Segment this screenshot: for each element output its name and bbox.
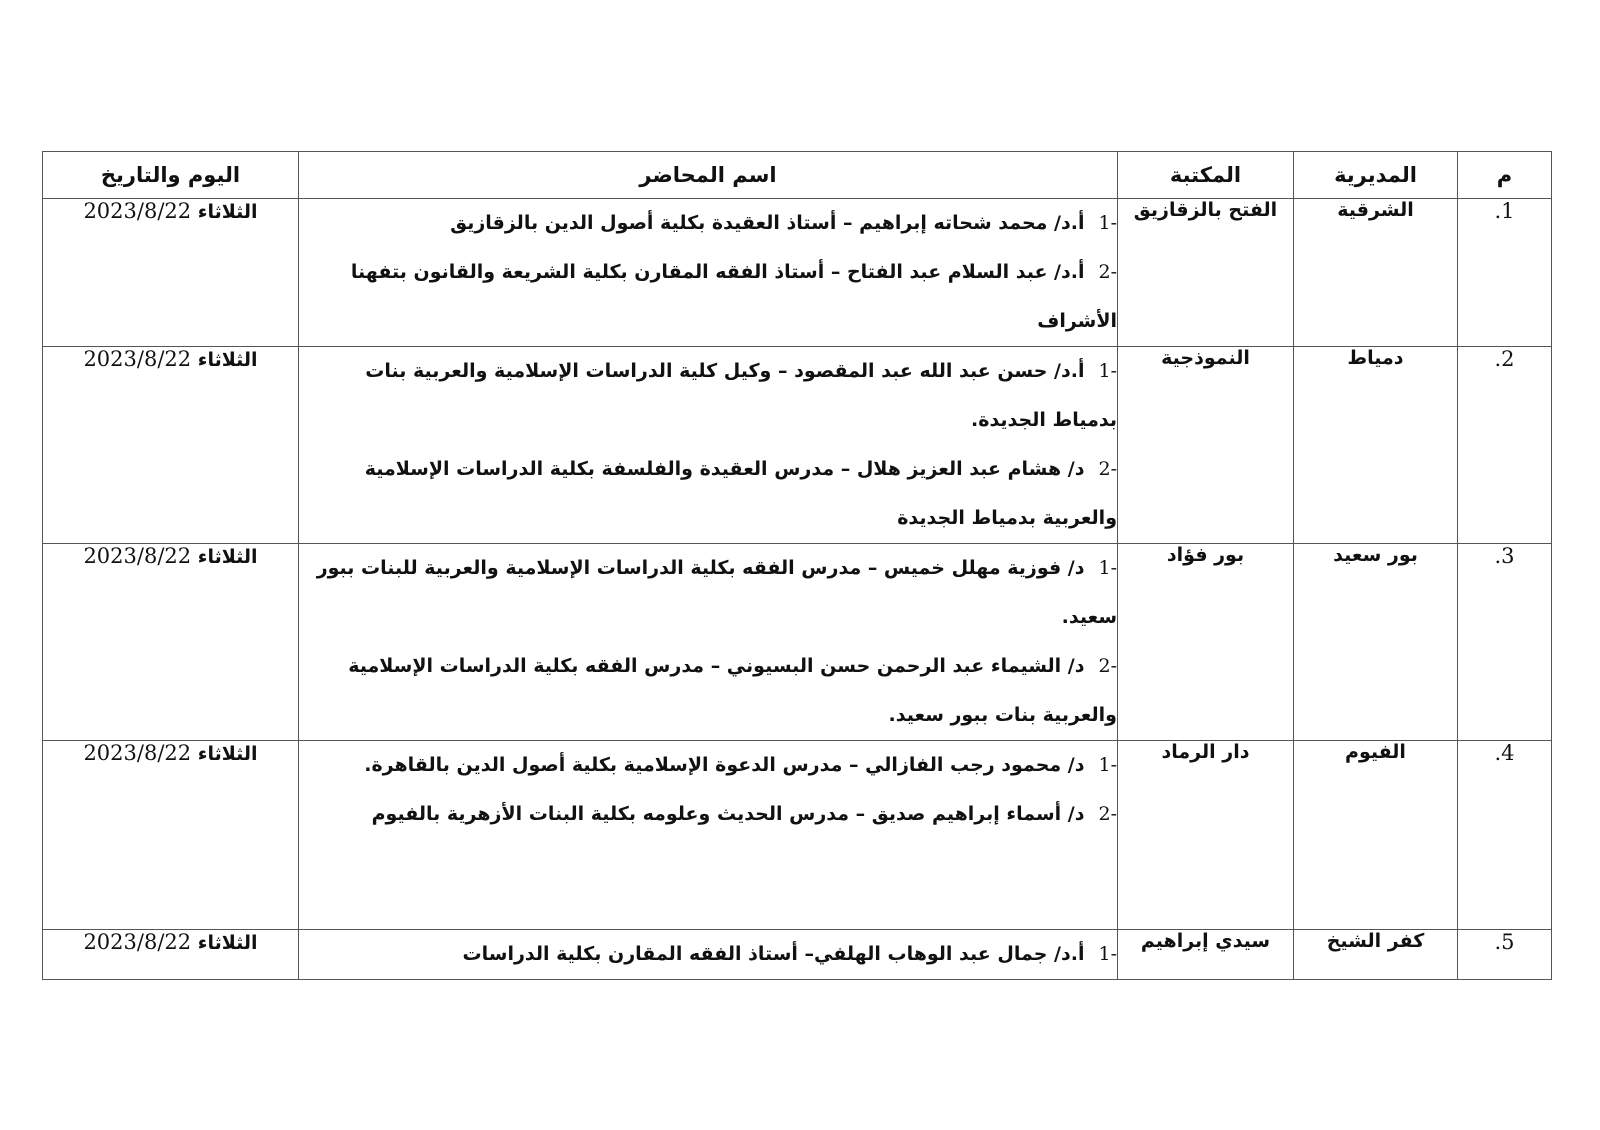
header-num: م — [1458, 152, 1552, 199]
lecturer-text: د/ الشيماء عبد الرحمن حسن البسيوني – مدرس الفقه بكلية الدراسات الإسلامية والعربية بنات ببور سعيد. — [348, 655, 1117, 726]
lecturer-entry — [299, 642, 1117, 740]
date-value: 2023/8/22 — [83, 544, 192, 568]
row-number: 4. — [1458, 741, 1552, 930]
day-label: الثلاثاء — [197, 932, 258, 954]
lecturers-cell — [299, 347, 1118, 544]
day-label: الثلاثاء — [197, 743, 258, 765]
day-label: الثلاثاء — [197, 349, 258, 371]
row-number: 5. — [1458, 930, 1552, 980]
lecturers-cell — [299, 741, 1118, 930]
date-cell — [43, 930, 299, 980]
library-cell: النموذجية — [1118, 347, 1294, 544]
row-number: 1. — [1458, 199, 1552, 347]
table-row — [43, 347, 1552, 544]
table-row — [43, 544, 1552, 741]
lecturer-text: أ.د/ جمال عبد الوهاب الهلفي– أستاذ الفقه المقارن بكلية الدراسات — [462, 943, 1085, 965]
lecturer-index: -1 — [1098, 360, 1117, 382]
lecturer-index: -2 — [1098, 655, 1117, 677]
lecturer-text: أ.د/ عبد السلام عبد الفتاح – أستاذ الفقه المقارن بكلية الشريعة والقانون بتفهنا الأشراف — [350, 261, 1117, 332]
table-row — [43, 930, 1552, 980]
lecturer-entry — [299, 445, 1117, 543]
header-date: اليوم والتاريخ — [43, 152, 299, 199]
library-cell: بور فؤاد — [1118, 544, 1294, 741]
document-page — [42, 151, 1551, 980]
lecturer-index: -2 — [1098, 458, 1117, 480]
row-number: 3. — [1458, 544, 1552, 741]
directorate-cell: الشرقية — [1294, 199, 1458, 347]
lecturers-cell — [299, 199, 1118, 347]
header-lecturer: اسم المحاضر — [299, 152, 1118, 199]
lecturer-text: د/ أسماء إبراهيم صديق – مدرس الحديث وعلومه بكلية البنات الأزهرية بالفيوم — [371, 803, 1085, 825]
header-row — [43, 152, 1552, 199]
lecturer-text: د/ هشام عبد العزيز هلال – مدرس العقيدة والفلسفة بكلية الدراسات الإسلامية والعربية بدمياط الجديدة — [364, 458, 1117, 529]
lecturer-entry — [299, 544, 1117, 642]
lecturers-cell — [299, 930, 1118, 980]
lecturer-text: أ.د/ حسن عبد الله عبد المقصود – وكيل كلية الدراسات الإسلامية والعربية بنات بدمياط الجديدة. — [365, 360, 1117, 431]
directorate-cell: كفر الشيخ — [1294, 930, 1458, 980]
directorate-cell: الفيوم — [1294, 741, 1458, 930]
lecturer-index: -1 — [1098, 557, 1117, 579]
library-cell: سيدي إبراهيم — [1118, 930, 1294, 980]
lecturer-index: -1 — [1098, 212, 1117, 234]
day-label: الثلاثاء — [197, 201, 258, 223]
date-value: 2023/8/22 — [83, 347, 192, 371]
table-row — [43, 741, 1552, 930]
day-label: الثلاثاء — [197, 546, 258, 568]
directorate-cell: دمياط — [1294, 347, 1458, 544]
row-number: 2. — [1458, 347, 1552, 544]
lecturer-entry — [299, 930, 1117, 979]
directorate-cell: بور سعيد — [1294, 544, 1458, 741]
date-cell — [43, 347, 299, 544]
lecturer-entry — [299, 741, 1117, 790]
date-cell — [43, 741, 299, 930]
library-cell: الفتح بالزقازيق — [1118, 199, 1294, 347]
date-value: 2023/8/22 — [83, 199, 192, 223]
lecturer-text: د/ محمود رجب الفازالي – مدرس الدعوة الإسلامية بكلية أصول الدين بالقاهرة. — [364, 754, 1085, 776]
lecturer-text: أ.د/ محمد شحاته إبراهيم – أستاذ العقيدة بكلية أصول الدين بالزقازيق — [450, 212, 1085, 234]
lecturer-entry — [299, 199, 1117, 248]
lecturer-index: -2 — [1098, 803, 1117, 825]
library-cell: دار الرماد — [1118, 741, 1294, 930]
header-directorate: المديرية — [1294, 152, 1458, 199]
lecturer-text: د/ فوزية مهلل خميس – مدرس الفقه بكلية الدراسات الإسلامية والعربية للبنات ببور سعيد. — [316, 557, 1117, 628]
header-library: المكتبة — [1118, 152, 1294, 199]
lecturer-index: -1 — [1098, 754, 1117, 776]
table-row — [43, 199, 1552, 347]
lecturer-index: -2 — [1098, 261, 1117, 283]
lecturer-entry — [299, 790, 1117, 839]
date-cell — [43, 544, 299, 741]
date-value: 2023/8/22 — [83, 741, 192, 765]
lecturers-cell — [299, 544, 1118, 741]
lecturer-entry — [299, 248, 1117, 346]
date-cell — [43, 199, 299, 347]
date-value: 2023/8/22 — [83, 930, 192, 954]
lecturer-entry — [299, 347, 1117, 445]
lecturer-index: -1 — [1098, 943, 1117, 965]
lecture-schedule-table — [42, 151, 1552, 980]
